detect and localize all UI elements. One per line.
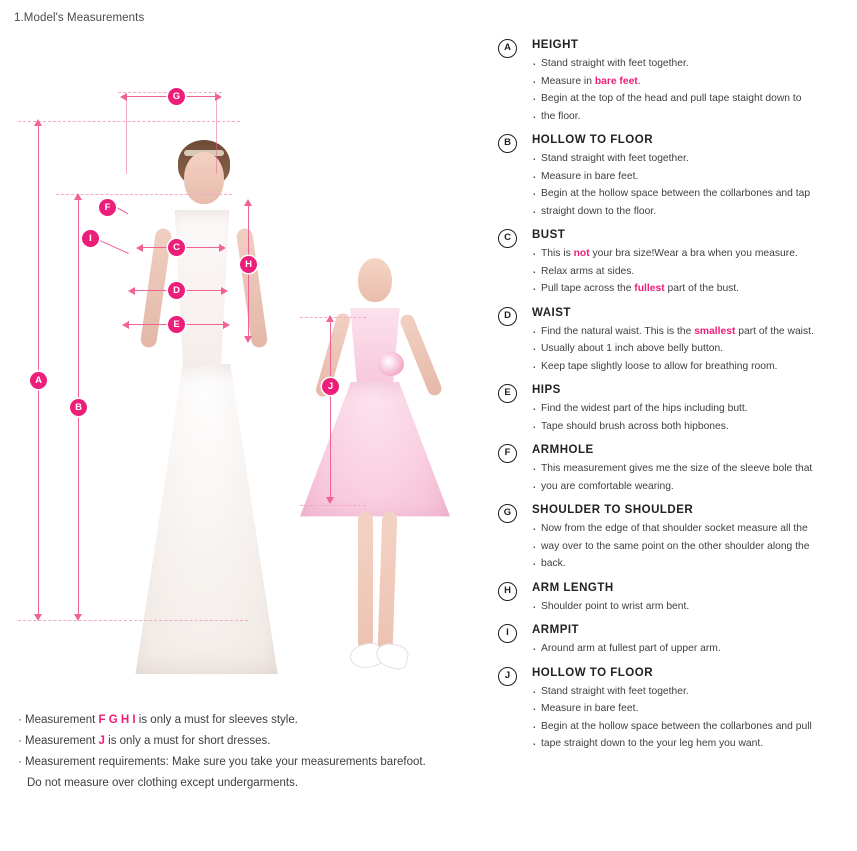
guide-dash-hollow	[56, 194, 232, 195]
legend-line-continued	[532, 479, 850, 496]
bride-head	[184, 152, 224, 204]
legend-line	[532, 359, 850, 376]
note-bullet: ·	[18, 756, 26, 768]
legend-entry-shoulder-to-shoulder	[498, 504, 850, 573]
marker-E: E	[168, 316, 185, 333]
legend-text: Measure in bare feet.	[541, 170, 639, 182]
legend-text: Begin at the top of the head and pull tape staight down to	[541, 93, 802, 104]
arrow-bust-right	[219, 244, 226, 252]
legend-entry-arm-length	[498, 582, 850, 616]
bride-right-arm	[236, 227, 269, 348]
measurement-legend	[498, 38, 850, 762]
legend-line-continued	[532, 556, 850, 573]
legend-line	[532, 701, 850, 718]
arrow-hollow-top	[74, 193, 82, 200]
arrow-arm-bottom	[244, 336, 252, 343]
legend-text: you are comfortable wearing.	[541, 480, 674, 492]
legend-title-height: HEIGHT	[532, 39, 579, 51]
legend-text: Measure in	[541, 75, 595, 87]
legend-badge-I: I	[498, 624, 517, 643]
legend-lines-waist	[524, 324, 850, 376]
legend-line	[532, 169, 850, 186]
note-suffix: is only a must for short dresses.	[104, 735, 271, 747]
marker-D: D	[168, 282, 185, 299]
legend-lines-hips	[524, 401, 850, 435]
guide-dash-pink-hem	[300, 505, 366, 506]
legend-text: Relax arms at sides.	[541, 265, 635, 277]
legend-badge-C: C	[498, 229, 517, 248]
legend-text: This measurement gives me the size of the sleeve bole that	[541, 463, 813, 474]
legend-line	[532, 684, 850, 701]
line-hollow-short-J	[330, 322, 331, 500]
guide-dash-floor	[18, 620, 248, 621]
legend-text: Begin at the hollow space between the collarbones and tap	[541, 188, 811, 199]
legend-text: .	[637, 75, 641, 87]
dress-flower-detail	[378, 352, 404, 376]
note-codes: F G H I	[98, 714, 136, 726]
legend-text: tape straight down to the your leg hem you want.	[541, 738, 764, 749]
tick-shoulder-right	[216, 96, 217, 174]
legend-text: Keep tape slightly loose to allow for breathing room.	[541, 360, 778, 372]
note-prefix: Measurement requirements: Make sure you take your measurements barefoot.	[25, 756, 426, 768]
note-row	[18, 731, 468, 752]
note-suffix: is only a must for sleeves style.	[135, 714, 298, 726]
page-title: 1.Model's Measurements	[14, 12, 145, 24]
legend-entry-armhole	[498, 444, 850, 495]
bride-skirt	[126, 364, 284, 674]
legend-line	[532, 461, 850, 478]
legend-line-continued	[532, 539, 850, 556]
legend-line	[532, 91, 850, 108]
legend-line-continued	[532, 736, 850, 753]
legend-lines-bust	[524, 246, 850, 298]
legend-line-continued	[532, 109, 850, 126]
marker-C: C	[168, 239, 185, 256]
legend-title-hollow-to-floor-short: HOLLOW TO FLOOR	[532, 666, 653, 679]
legend-lines-hollow-to-floor-short	[524, 684, 850, 753]
legend-text: back.	[541, 558, 566, 569]
legend-text-highlight: bare feet	[594, 75, 638, 87]
legend-entry-hollow-to-floor-short	[498, 667, 850, 753]
legend-lines-armpit	[524, 641, 850, 658]
note-prefix: Measurement	[25, 714, 99, 726]
arrow-waist-right	[221, 287, 228, 295]
note-continuation: Do not measure over clothing except undergarments.	[27, 777, 299, 789]
legend-text: Find the widest part of the hips including butt.	[541, 403, 748, 414]
legend-text-highlight: smallest	[694, 325, 736, 337]
note-row	[18, 752, 468, 773]
marker-I: I	[82, 230, 99, 247]
short-dress-figure-illustration	[300, 234, 450, 684]
legend-line	[532, 324, 850, 341]
legend-text: part of the bust.	[664, 283, 740, 294]
legend-title-shoulder-to-shoulder: SHOULDER TO SHOULDER	[532, 504, 694, 516]
legend-text: Stand straight with feet together.	[541, 153, 689, 164]
legend-text: Pull tape across the	[541, 283, 635, 294]
legend-text: Stand straight with feet together.	[541, 58, 689, 69]
legend-badge-J: J	[498, 667, 517, 686]
note-bullet: ·	[18, 714, 26, 726]
note-bullet: ·	[18, 735, 26, 747]
legend-badge-G: G	[498, 504, 517, 523]
legend-entry-armpit	[498, 624, 850, 658]
arrow-short-top	[326, 315, 334, 322]
legend-lines-hollow-to-floor	[524, 151, 850, 220]
legend-line	[532, 719, 850, 736]
legend-title-armhole: ARMHOLE	[532, 444, 594, 456]
legend-badge-F: F	[498, 444, 517, 463]
guide-dash-head	[18, 121, 240, 122]
marker-J: J	[322, 378, 339, 395]
model-right-leg	[378, 512, 398, 650]
legend-line	[532, 246, 850, 263]
legend-text: straight down to the floor.	[541, 205, 657, 217]
pink-dress-skirt	[300, 382, 450, 522]
legend-line	[532, 341, 850, 358]
legend-line	[532, 521, 850, 538]
tick-shoulder-left	[126, 96, 127, 174]
legend-text: your bra size!Wear a bra when you measure.	[589, 248, 798, 259]
legend-text: Around arm at fullest part of upper arm.	[541, 643, 721, 654]
legend-line	[532, 74, 850, 91]
arrow-hollow-bottom	[74, 614, 82, 621]
legend-title-armpit: ARMPIT	[532, 624, 580, 636]
legend-text: Find the natural waist. This is the	[541, 325, 695, 337]
legend-line	[532, 186, 850, 203]
arrow-hips-right	[223, 321, 230, 329]
legend-line	[532, 419, 850, 436]
legend-badge-B: B	[498, 134, 517, 153]
legend-entry-height	[498, 39, 850, 125]
model-left-leg	[358, 512, 373, 650]
legend-line	[532, 56, 850, 73]
legend-text: Shoulder point to wrist arm bent.	[541, 600, 690, 612]
legend-text-highlight: fullest	[634, 283, 665, 294]
pink-dress-bodice	[344, 308, 406, 392]
legend-title-hips: HIPS	[532, 384, 561, 396]
legend-badge-A: A	[498, 39, 517, 58]
marker-G: G	[168, 88, 185, 105]
footer-notes	[18, 710, 468, 794]
legend-text: This is	[541, 248, 574, 259]
arrow-height-top	[34, 119, 42, 126]
line-arm-length-H	[248, 206, 249, 340]
marker-B: B	[70, 399, 87, 416]
legend-title-hollow-to-floor: HOLLOW TO FLOOR	[532, 134, 653, 146]
legend-lines-height	[524, 56, 850, 125]
model-right-arm	[398, 313, 443, 398]
legend-entry-bust	[498, 229, 850, 298]
legend-title-waist: WAIST	[532, 306, 571, 319]
legend-line	[532, 641, 850, 658]
arrow-waist-left	[128, 287, 135, 295]
arrow-arm-top	[244, 199, 252, 206]
legend-text: Stand straight with feet together.	[541, 685, 689, 697]
legend-text: way over to the same point on the other shoulder along the	[541, 540, 810, 552]
note-codes: J	[98, 735, 105, 747]
legend-entry-waist	[498, 307, 850, 376]
model-head	[358, 258, 392, 302]
legend-line	[532, 281, 850, 298]
legend-text: Begin at the hollow space between the collarbones and pull	[541, 720, 812, 732]
legend-entry-hollow-to-floor	[498, 134, 850, 220]
legend-badge-H: H	[498, 582, 517, 601]
legend-line	[532, 264, 850, 281]
legend-badge-D: D	[498, 307, 517, 326]
legend-line	[532, 151, 850, 168]
arrow-height-bottom	[34, 614, 42, 621]
legend-lines-armhole	[524, 461, 850, 495]
legend-text: Usually about 1 inch above belly button.	[541, 343, 724, 354]
legend-title-arm-length: ARM LENGTH	[532, 581, 614, 594]
marker-H: H	[240, 256, 257, 273]
bride-figure-illustration	[120, 114, 290, 674]
note-row	[18, 710, 468, 731]
legend-line	[532, 599, 850, 616]
marker-A: A	[30, 372, 47, 389]
note-prefix: Measurement	[25, 735, 99, 747]
legend-title-bust: BUST	[532, 229, 566, 241]
legend-text-highlight: not	[573, 248, 590, 259]
legend-text: part of the waist.	[735, 325, 814, 337]
arrow-hips-left	[122, 321, 129, 329]
legend-lines-shoulder-to-shoulder	[524, 521, 850, 573]
legend-text: the floor.	[541, 110, 581, 122]
legend-line	[532, 401, 850, 418]
legend-lines-arm-length	[524, 599, 850, 616]
marker-F: F	[99, 199, 116, 216]
measurement-diagram	[0, 34, 480, 699]
legend-line-continued	[532, 204, 850, 221]
legend-text: Now from the edge of that shoulder socket measure all the	[541, 523, 808, 534]
legend-text: Tape should brush across both hipbones.	[541, 420, 729, 432]
legend-badge-E: E	[498, 384, 517, 403]
arrow-bust-left	[136, 244, 143, 252]
legend-text: Measure in bare feet.	[541, 703, 639, 714]
legend-entry-hips	[498, 384, 850, 435]
model-right-shoe	[374, 641, 410, 671]
arrow-short-bottom	[326, 497, 334, 504]
